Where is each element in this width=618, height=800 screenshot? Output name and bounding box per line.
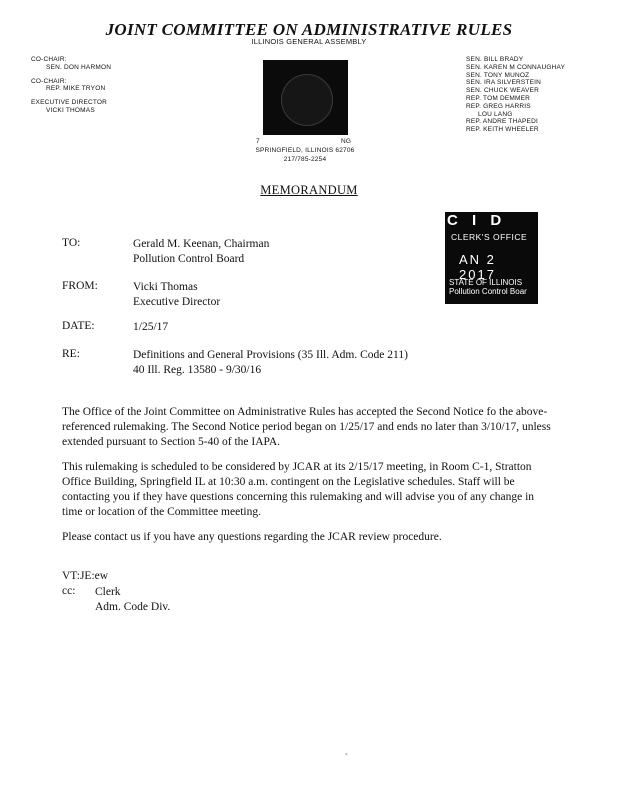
stamp-agency: STATE OF ILLINOIS Pollution Control Boar xyxy=(449,278,527,296)
cc-list xyxy=(95,585,170,615)
to-label: TO: xyxy=(62,237,81,249)
address-phone: 217/785-2254 xyxy=(283,156,327,163)
stamp-office: CLERK'S OFFICE xyxy=(451,232,528,242)
left-line: EXECUTIVE DIRECTOR xyxy=(31,99,108,107)
from-sender: Vicki Thomas Executive Director xyxy=(133,281,221,308)
scan-mark: ˛ xyxy=(345,745,349,756)
cc-item: Clerk xyxy=(95,586,121,598)
state-seal xyxy=(263,60,348,135)
re-label: RE: xyxy=(62,348,80,360)
stamp-date: AN 2 2017 xyxy=(459,252,496,282)
left-line: SEN. DON HARMON xyxy=(46,63,112,71)
body-paragraph: Please contact us if you have any questions regarding the JCAR review procedure. xyxy=(62,531,442,543)
address-city: SPRINGFIELD, ILLINOIS 62706 xyxy=(255,147,355,154)
left-officers xyxy=(31,56,111,115)
member-line: LOU LANG xyxy=(478,110,513,118)
body-paragraph: This rulemaking is scheduled to be considered by JCAR at its 2/15/17 meeting, in Room C-1, Stratton Office Building, Springfield IL at 10:30 a.m. contingent on the Legislative schedules. Staff will be contacting you if they have questions concerning this rulemaking and will advise you of any change in time or location of the Committee meeting. xyxy=(62,461,535,518)
left-line: CO-CHAIR: xyxy=(31,56,67,63)
stamp-received-text: C I D xyxy=(447,212,507,229)
from-label: FROM: xyxy=(62,280,98,292)
committee-title: JOINT COMMITTEE ON ADMINISTRATIVE RULES xyxy=(105,20,513,39)
cc-item: Adm. Code Div. xyxy=(95,601,171,613)
body-paragraph: The Office of the Joint Committee on Administrative Rules has accepted the Second Notice fo the above-referenced rulemaking. The Second Notice period began on 1/25/17 and ends no later than 3/10/17, unless extended pursuant to Section 5-40 of the IAPA. xyxy=(62,406,551,448)
committee-subtitle: ILLINOIS GENERAL ASSEMBLY xyxy=(251,37,367,46)
left-line: CO-CHAIR: xyxy=(31,77,67,85)
to-recipient: Gerald M. Keenan, Chairman Pollution Control Board xyxy=(133,238,270,265)
seal-emblem-icon xyxy=(281,74,333,126)
memo-heading: MEMORANDUM xyxy=(260,183,358,197)
date-label: DATE: xyxy=(62,320,95,332)
member-line: REP. KEITH WHEELER xyxy=(466,126,539,134)
left-line: REP. MIKE TRYON xyxy=(46,85,106,93)
member-line: REP. TOM DEMMER xyxy=(466,94,531,102)
right-members xyxy=(466,56,565,134)
member-line: SEN. KAREN M CONNAUGHAY xyxy=(466,63,566,71)
date-value: 1/25/17 xyxy=(133,321,169,333)
member-line: SEN. TONY MUNOZ xyxy=(466,71,530,79)
address-number: 7 xyxy=(256,138,260,145)
member-line: REP. ANDRE THAPEDI xyxy=(466,118,538,126)
address-suffix: NG xyxy=(341,138,352,145)
received-stamp xyxy=(445,212,538,304)
cc-label: cc: xyxy=(62,585,76,597)
member-line: REP. GREG HARRIS xyxy=(466,102,531,110)
member-line: SEN. IRA SILVERSTEIN xyxy=(466,79,542,87)
left-line: VICKI THOMAS xyxy=(46,106,95,114)
member-line: SEN. CHUCK WEAVER xyxy=(466,87,539,95)
member-line: SEN. BILL BRADY xyxy=(466,56,524,63)
initials: VT:JE:ew xyxy=(62,570,109,582)
re-subject: Definitions and General Provisions (35 Ill. Adm. Code 211) 40 Ill. Reg. 13580 - 9/30/16 xyxy=(133,349,408,376)
